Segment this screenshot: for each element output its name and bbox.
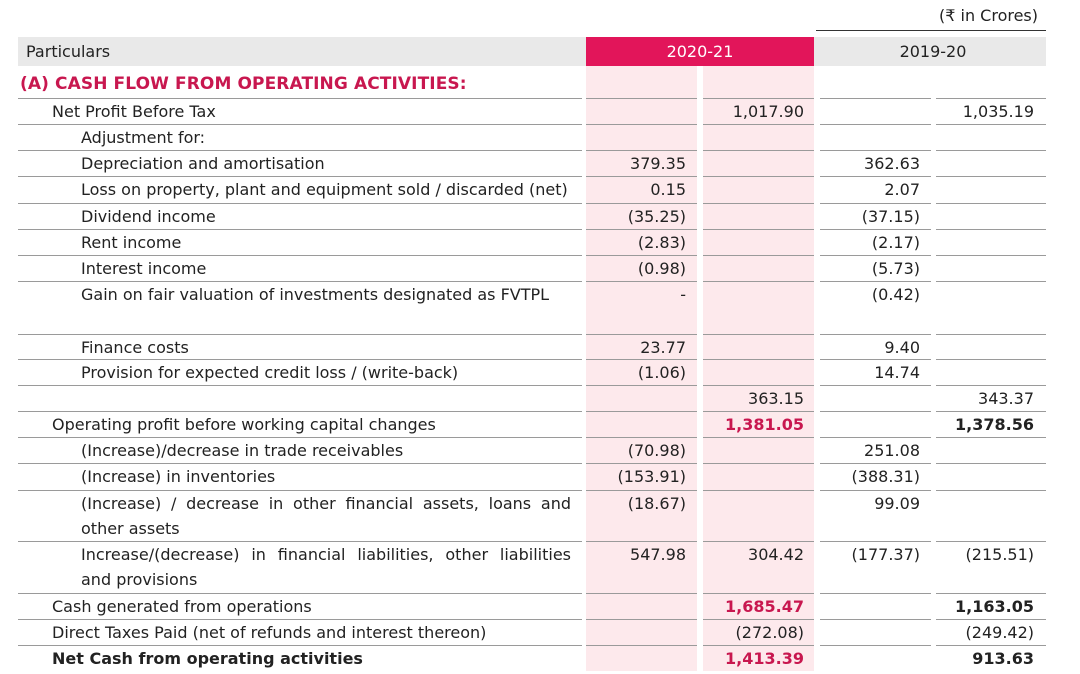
cell-c1: (70.98) xyxy=(627,441,686,460)
row-rule xyxy=(820,385,931,386)
row-rule xyxy=(586,385,697,386)
row-rule xyxy=(936,463,1046,464)
cell-p1: 251.08 xyxy=(864,441,920,460)
row-rule xyxy=(820,437,931,438)
row-rule xyxy=(703,203,814,204)
cell-p1: 2.07 xyxy=(884,180,920,199)
row-rule xyxy=(820,229,931,230)
row-label: Net Cash from operating activities xyxy=(52,649,363,668)
row-rule xyxy=(586,490,697,491)
row-rule xyxy=(936,281,1046,282)
row-rule xyxy=(18,334,582,335)
row-label: (Increase) in inventories xyxy=(81,467,276,486)
row-rule xyxy=(586,359,697,360)
row-rule xyxy=(18,255,582,256)
row-label: Finance costs xyxy=(81,338,189,357)
row-rule xyxy=(18,619,582,620)
cell-p2: 1,035.19 xyxy=(962,102,1034,121)
row-rule xyxy=(820,176,931,177)
row-rule xyxy=(936,411,1046,412)
row-rule xyxy=(703,593,814,594)
row-rule xyxy=(820,359,931,360)
row-rule xyxy=(820,203,931,204)
row-label: Net Profit Before Tax xyxy=(52,102,216,121)
table-row xyxy=(0,179,1080,205)
row-rule xyxy=(936,645,1046,646)
row-rule xyxy=(586,150,697,151)
row-rule xyxy=(586,541,697,542)
row-rule xyxy=(820,463,931,464)
row-rule xyxy=(586,411,697,412)
row-rule xyxy=(936,124,1046,125)
table-row xyxy=(0,493,1080,545)
cell-c1: (1.06) xyxy=(637,363,686,382)
row-rule xyxy=(586,124,697,125)
cell-p1: 99.09 xyxy=(874,494,920,513)
row-rule xyxy=(936,255,1046,256)
section-title: (A) CASH FLOW FROM OPERATING ACTIVITIES: xyxy=(20,74,467,94)
row-rule xyxy=(586,593,697,594)
header-current-year: 2020-21 xyxy=(666,42,734,61)
cell-c2: 1,381.05 xyxy=(725,415,804,434)
cell-c2: 1,413.39 xyxy=(725,649,804,668)
row-rule xyxy=(820,541,931,542)
row-rule xyxy=(18,645,582,646)
cell-c1: 23.77 xyxy=(640,338,686,357)
row-label: (Increase) / decrease in other financial assets, loans and other assets xyxy=(81,494,571,538)
cell-c2: 1,685.47 xyxy=(725,597,804,616)
unit-label: (₹ in Crores) xyxy=(938,6,1038,25)
row-label: Dividend income xyxy=(81,207,216,226)
row-label: Increase/(decrease) in financial liabilities, other liabilities and provisions xyxy=(81,545,571,589)
row-rule xyxy=(820,490,931,491)
cell-c2: 304.42 xyxy=(748,545,804,564)
row-label: Gain on fair valuation of investments designated as FVTPL xyxy=(81,285,550,304)
cell-p2: (249.42) xyxy=(965,623,1034,642)
row-rule xyxy=(936,490,1046,491)
row-rule xyxy=(18,98,582,99)
row-label: (Increase)/decrease in trade receivables xyxy=(81,441,404,460)
row-rule xyxy=(703,359,814,360)
row-rule xyxy=(703,176,814,177)
cell-p1: (2.17) xyxy=(871,233,920,252)
row-rule xyxy=(703,334,814,335)
cell-c1: (0.98) xyxy=(637,259,686,278)
table-row xyxy=(0,648,1080,674)
row-rule xyxy=(703,229,814,230)
row-label: Adjustment for: xyxy=(81,128,206,147)
row-rule xyxy=(703,411,814,412)
row-rule xyxy=(18,593,582,594)
cell-c1: (153.91) xyxy=(617,467,686,486)
cell-c1: 379.35 xyxy=(630,154,686,173)
row-rule xyxy=(586,281,697,282)
cell-p2: (215.51) xyxy=(965,545,1034,564)
row-label: Depreciation and amortisation xyxy=(81,154,325,173)
row-rule xyxy=(18,385,582,386)
row-rule xyxy=(936,98,1046,99)
row-rule xyxy=(703,150,814,151)
row-rule xyxy=(820,98,931,99)
row-rule xyxy=(820,281,931,282)
cell-c1: - xyxy=(680,285,686,304)
header-particulars: Particulars xyxy=(26,42,111,61)
row-rule xyxy=(18,359,582,360)
row-label: Operating profit before working capital changes xyxy=(52,415,436,434)
row-rule xyxy=(703,281,814,282)
cell-c2: 363.15 xyxy=(748,389,804,408)
cell-p1: (37.15) xyxy=(861,207,920,226)
row-rule xyxy=(586,334,697,335)
cell-c1: (35.25) xyxy=(627,207,686,226)
table-row xyxy=(0,284,1080,336)
cell-p1: 14.74 xyxy=(874,363,920,382)
row-rule xyxy=(936,437,1046,438)
row-rule xyxy=(703,619,814,620)
row-rule xyxy=(936,334,1046,335)
row-rule xyxy=(703,437,814,438)
row-rule xyxy=(936,619,1046,620)
row-rule xyxy=(18,229,582,230)
row-rule xyxy=(586,229,697,230)
row-rule xyxy=(820,255,931,256)
row-rule xyxy=(820,593,931,594)
row-rule xyxy=(18,437,582,438)
cell-p1: (388.31) xyxy=(851,467,920,486)
row-rule xyxy=(820,150,931,151)
row-label: Rent income xyxy=(81,233,182,252)
row-rule xyxy=(820,124,931,125)
row-rule xyxy=(936,385,1046,386)
row-rule xyxy=(586,255,697,256)
table-row xyxy=(0,544,1080,596)
cell-c2: (272.08) xyxy=(735,623,804,642)
row-rule xyxy=(586,645,697,646)
row-rule xyxy=(936,541,1046,542)
row-rule xyxy=(820,411,931,412)
cell-p2: 343.37 xyxy=(978,389,1034,408)
header-previous-year: 2019-20 xyxy=(899,42,967,61)
row-rule xyxy=(703,541,814,542)
row-rule xyxy=(820,619,931,620)
row-label: Provision for expected credit loss / (write-back) xyxy=(81,363,459,382)
row-rule xyxy=(936,229,1046,230)
row-rule xyxy=(703,124,814,125)
row-rule xyxy=(703,645,814,646)
row-rule xyxy=(586,176,697,177)
cell-p2: 913.63 xyxy=(972,649,1034,668)
row-rule xyxy=(820,645,931,646)
cell-p1: (0.42) xyxy=(871,285,920,304)
row-rule xyxy=(703,255,814,256)
cell-c1: 547.98 xyxy=(630,545,686,564)
cell-c2: 1,017.90 xyxy=(732,102,804,121)
row-label: Cash generated from operations xyxy=(52,597,312,616)
cell-p2: 1,163.05 xyxy=(955,597,1034,616)
row-rule xyxy=(586,98,697,99)
row-rule xyxy=(18,150,582,151)
cell-c1: (18.67) xyxy=(627,494,686,513)
cell-p1: (177.37) xyxy=(851,545,920,564)
cell-p2: 1,378.56 xyxy=(955,415,1034,434)
row-rule xyxy=(586,463,697,464)
row-rule xyxy=(586,619,697,620)
row-rule xyxy=(936,359,1046,360)
row-rule xyxy=(18,203,582,204)
table-row xyxy=(0,466,1080,492)
row-rule xyxy=(18,124,582,125)
row-rule xyxy=(703,98,814,99)
top-rule xyxy=(816,30,1046,31)
row-rule xyxy=(586,437,697,438)
row-rule xyxy=(703,385,814,386)
row-label: Loss on property, plant and equipment sold / discarded (net) xyxy=(81,180,568,199)
row-rule xyxy=(936,203,1046,204)
cell-p1: 362.63 xyxy=(864,154,920,173)
cell-c1: 0.15 xyxy=(650,180,686,199)
row-rule xyxy=(18,411,582,412)
row-rule xyxy=(936,593,1046,594)
row-rule xyxy=(936,150,1046,151)
row-rule xyxy=(586,203,697,204)
row-rule xyxy=(18,463,582,464)
row-rule xyxy=(703,463,814,464)
cell-p1: (5.73) xyxy=(871,259,920,278)
row-label: Direct Taxes Paid (net of refunds and interest thereon) xyxy=(52,623,487,642)
row-label: Interest income xyxy=(81,259,207,278)
row-rule xyxy=(936,176,1046,177)
row-rule xyxy=(820,334,931,335)
row-rule xyxy=(18,176,582,177)
row-rule xyxy=(703,490,814,491)
cell-p1: 9.40 xyxy=(884,338,920,357)
cell-c1: (2.83) xyxy=(637,233,686,252)
